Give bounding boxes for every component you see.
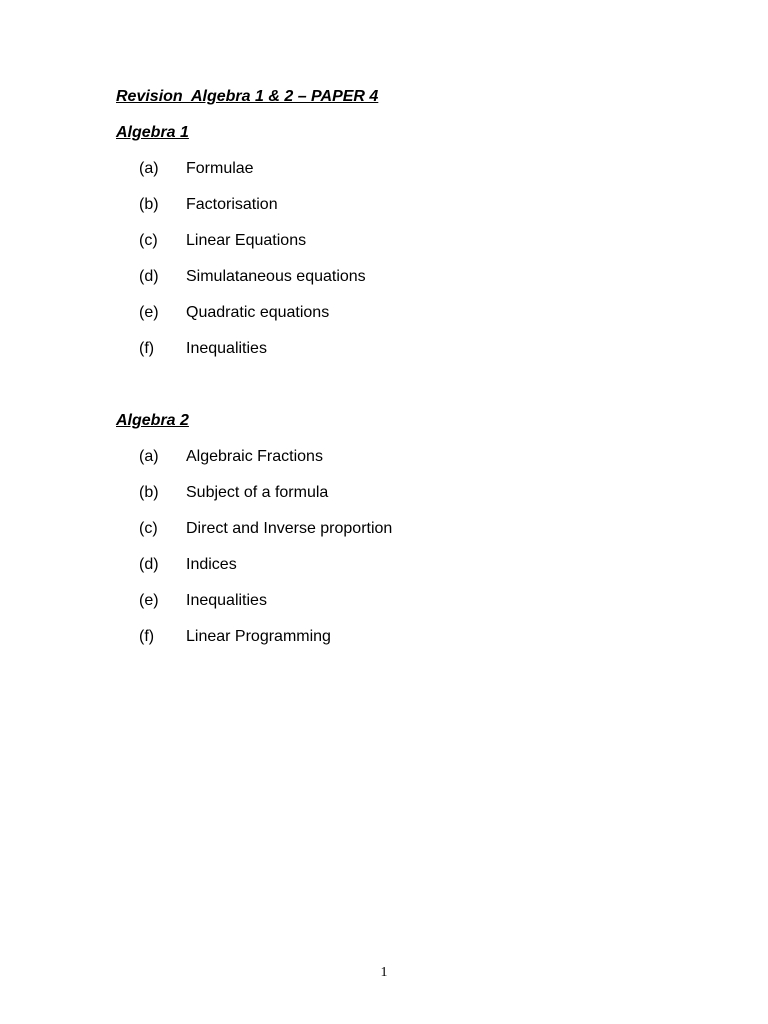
item-text: Inequalities (186, 340, 267, 357)
item-label: (f) (139, 628, 155, 645)
item-label: (f) (139, 340, 155, 357)
item-text: Factorisation (186, 196, 278, 213)
item-text: Subject of a formula (186, 484, 329, 501)
item-label: (d) (139, 268, 159, 285)
item-label: (a) (139, 448, 159, 465)
item-text: Simulataneous equations (186, 268, 366, 285)
item-text: Formulae (186, 160, 254, 177)
item-text: Inequalities (186, 592, 267, 609)
item-text: Direct and Inverse proportion (186, 520, 393, 537)
page-number: 1 (380, 965, 388, 980)
item-label: (e) (139, 592, 159, 609)
item-text: Algebraic Fractions (186, 448, 323, 465)
document-title: Revision Algebra 1 & 2 – PAPER 4 (116, 88, 379, 105)
item-label: (c) (139, 520, 158, 537)
item-text: Linear Programming (186, 628, 331, 645)
item-label: (b) (139, 484, 159, 501)
item-label: (c) (139, 232, 158, 249)
section-heading-algebra-2: Algebra 2 (116, 412, 189, 429)
item-text: Indices (186, 556, 237, 573)
section-heading-algebra-1: Algebra 1 (116, 124, 189, 141)
item-label: (b) (139, 196, 159, 213)
item-text: Linear Equations (186, 232, 307, 249)
item-text: Quadratic equations (186, 304, 330, 321)
item-label: (a) (139, 160, 159, 177)
item-label: (e) (139, 304, 159, 321)
item-label: (d) (139, 556, 159, 573)
